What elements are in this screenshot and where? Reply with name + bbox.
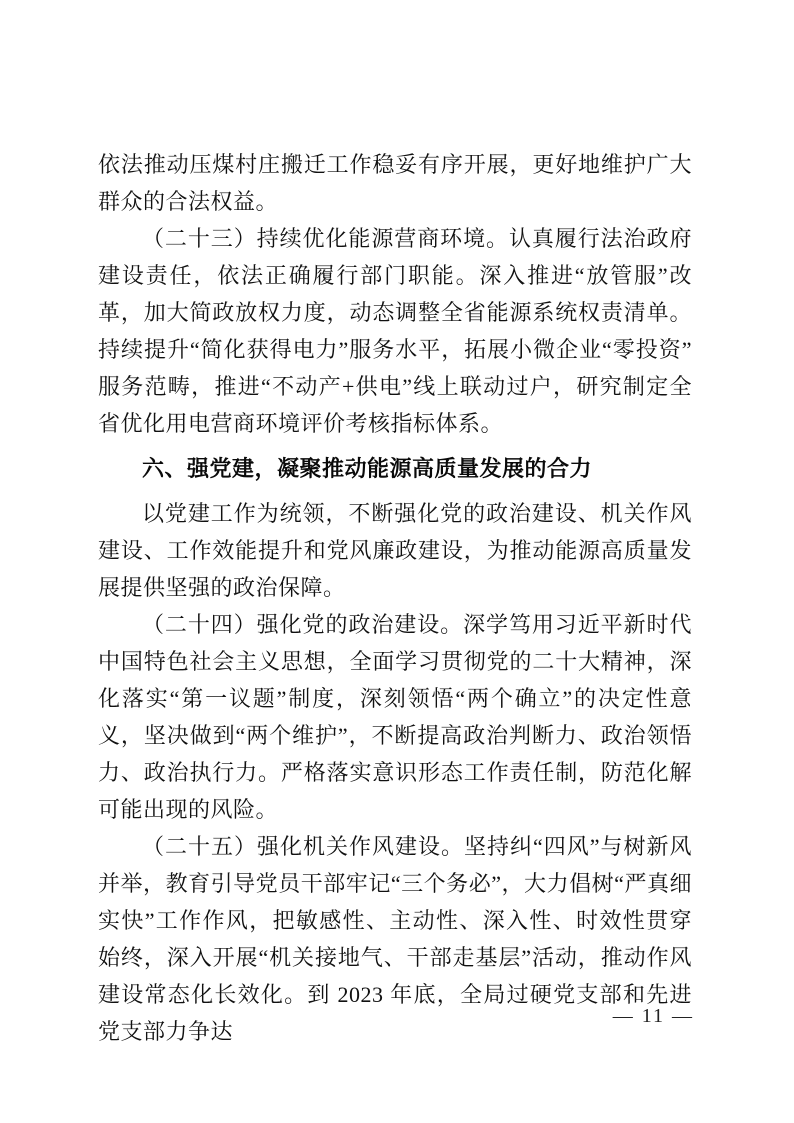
paragraph: [98, 220, 692, 442]
item-heading: （二十三）持续优化能源营商环境。: [142, 226, 509, 251]
section-heading: 六、强党建，凝聚推动能源高质量发展的合力: [142, 456, 593, 481]
paragraph-text: 认真履行法治政府建设责任，依法正确履行部门职能。深入推进“放管服”改革，加大简政放权力度，动态调整全省能源系统权责清单。持续提升“简化获得电力”服务水平，拓展小微企业“零投资”服务范畴，推进“不动产+供电”线上联动过户，研究制定全省优化用电营商环境评价考核指标体系。: [98, 226, 692, 436]
paragraph: [98, 146, 692, 220]
paragraph: [98, 606, 692, 828]
paragraph: [98, 495, 692, 606]
paragraph: [98, 828, 692, 1050]
item-heading: （二十五）强化机关作风建设。: [142, 834, 464, 859]
document-body: [98, 146, 692, 1050]
paragraph-text: 深学笃用习近平新时代中国特色社会主义思想，全面学习贯彻党的二十大精神，深化落实“第一议题”制度，深刻领悟“两个确立”的决定性意义，坚决做到“两个维护”，不断提高政治判断力、政治领悟力、政治执行力。严格落实意识形态工作责任制，防范化解可能出现的风险。: [98, 612, 692, 822]
paragraph-text: 坚持纠“四风”与树新风并举，教育引导党员干部牢记“三个务必”，大力倡树“严真细实快”工作作风，把敏感性、主动性、深入性、时效性贯穿始终，深入开展“机关接地气、干部走基层”活动，推动作风建设常态化长效化。到 2023 年底，全局过硬党支部和先进党支部力争达: [98, 834, 692, 1044]
paragraph-text: 以党建工作为统领，不断强化党的政治建设、机关作风建设、工作效能提升和党风廉政建设，为推动能源高质量发展提供坚强的政治保障。: [98, 501, 692, 600]
page-number: [613, 1004, 694, 1028]
page-number-text: — 11 —: [612, 1005, 694, 1027]
paragraph-text: 依法推动压煤村庄搬迁工作稳妥有序开展，更好地维护广大群众的合法权益。: [98, 152, 692, 214]
item-heading: （二十四）强化党的政治建设。: [142, 612, 464, 637]
